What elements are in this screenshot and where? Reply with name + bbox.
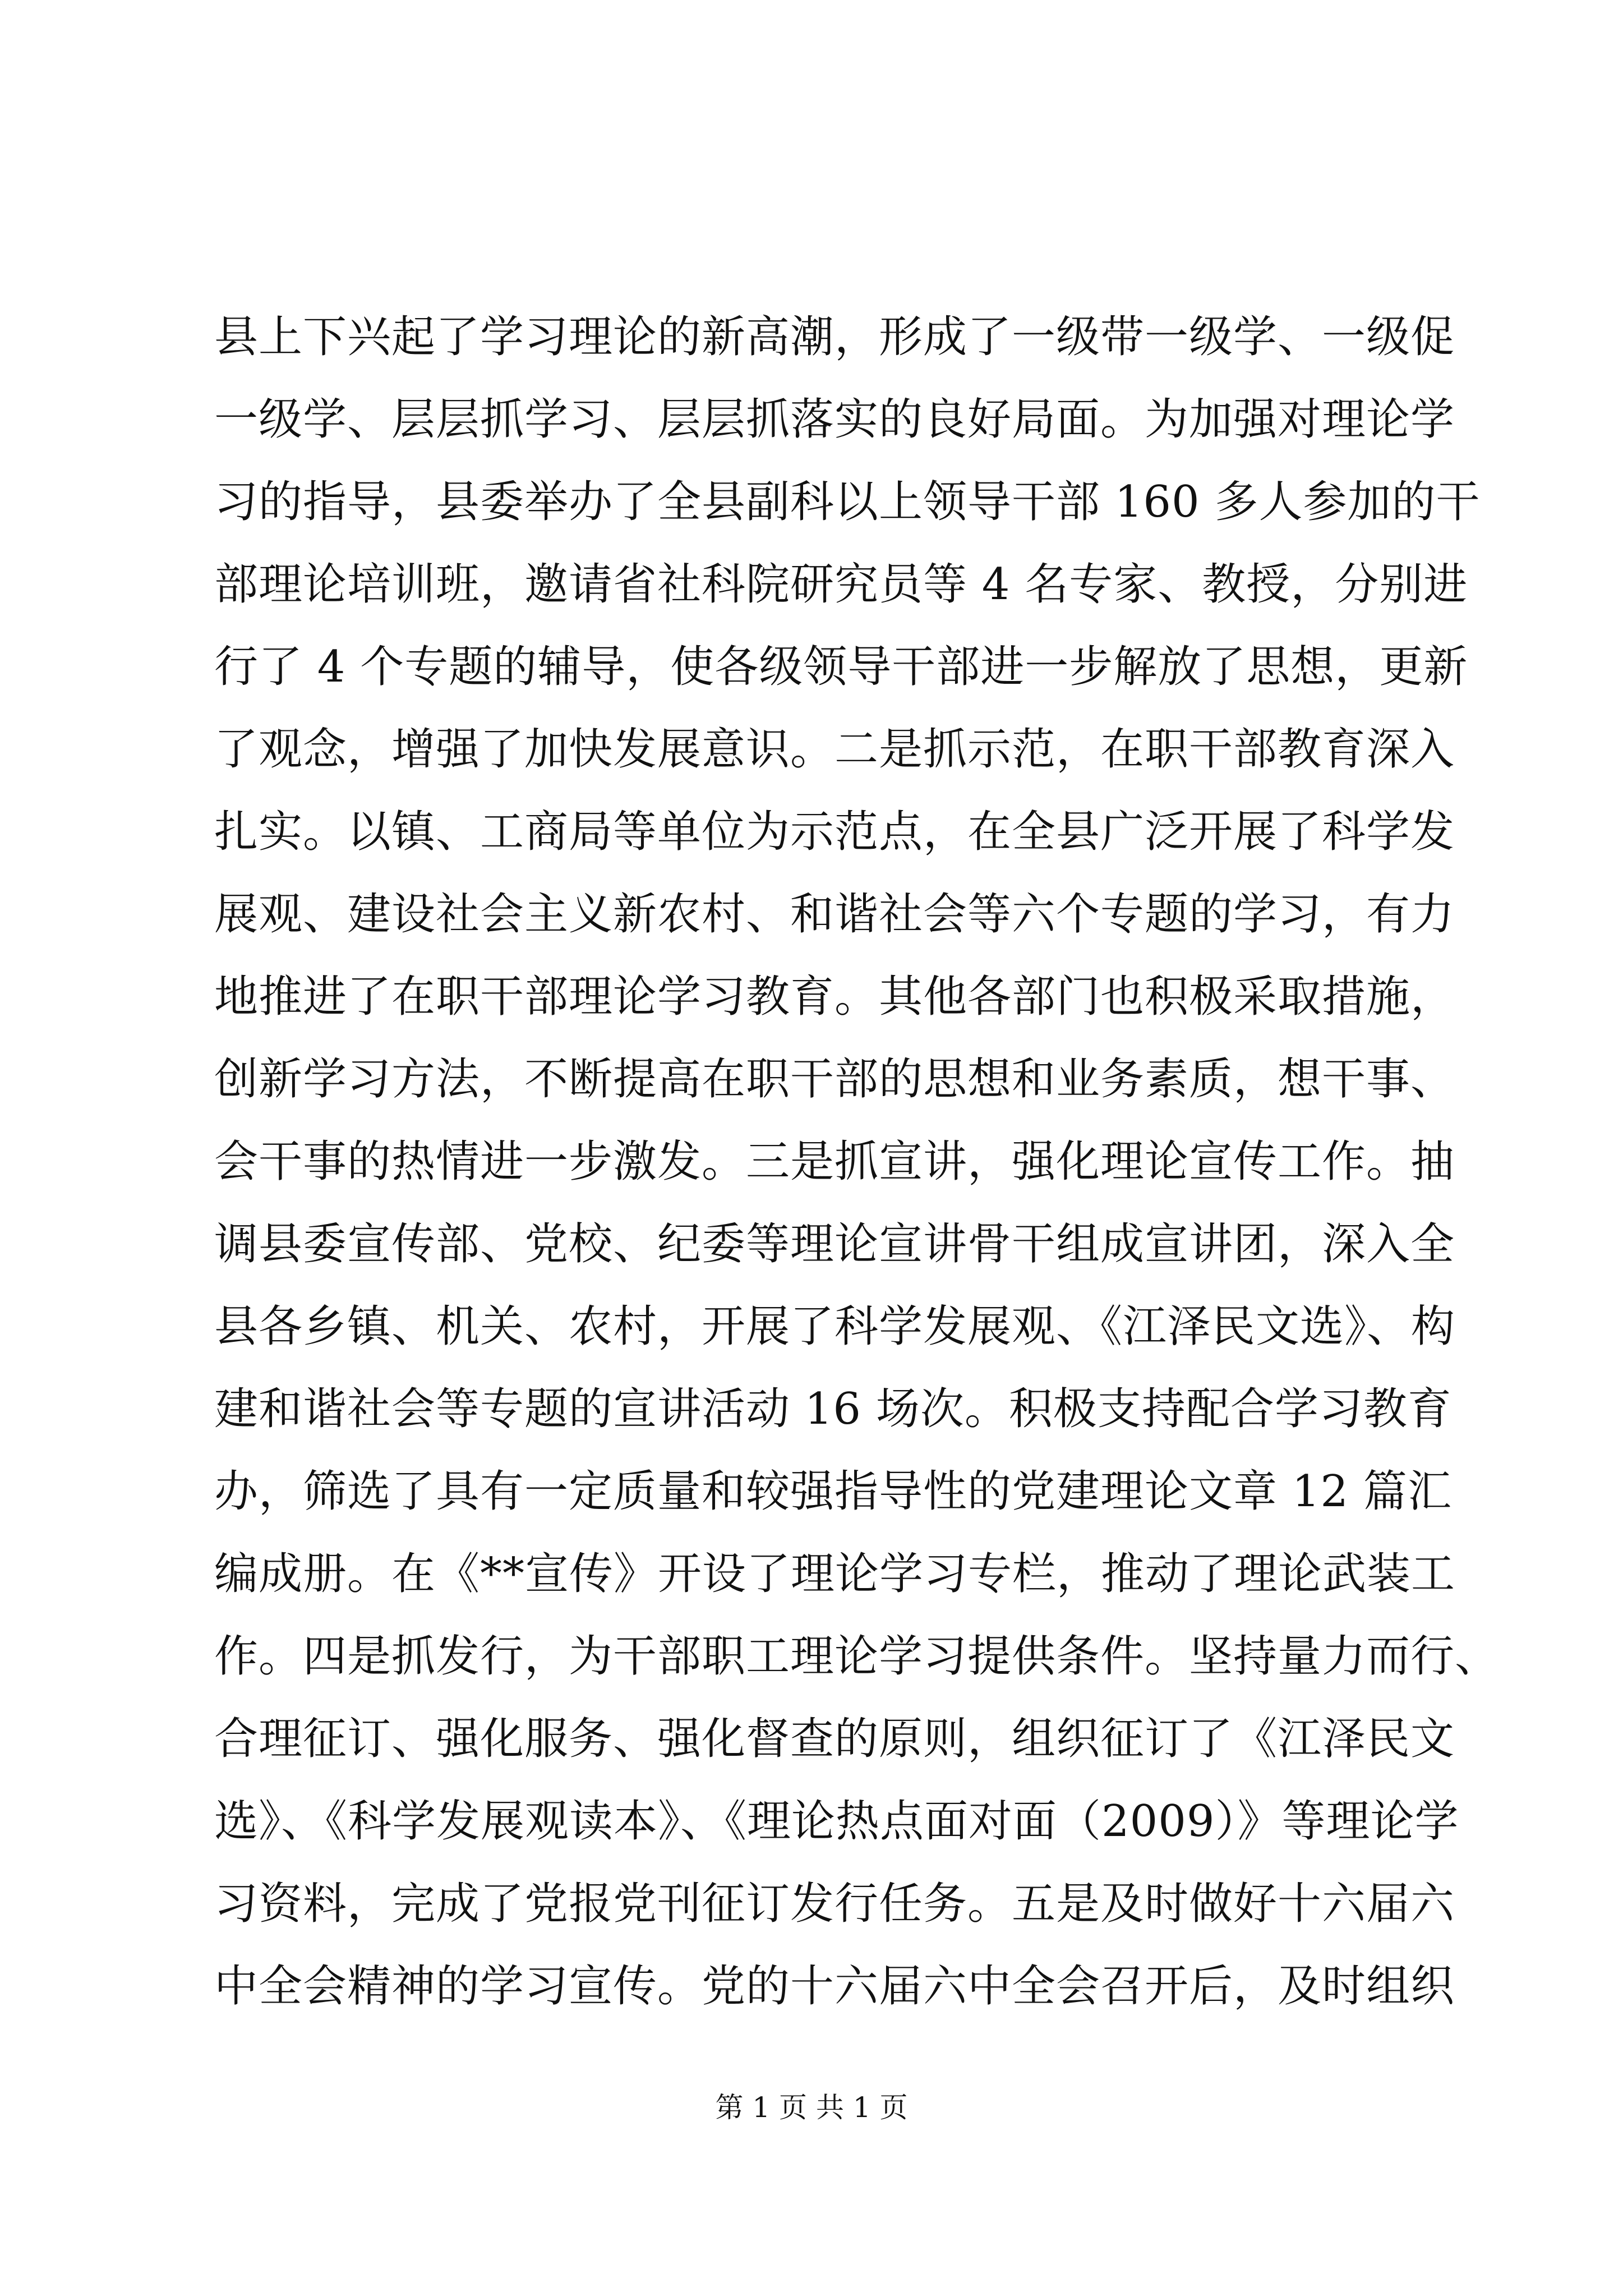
text-line: 扎实。以镇、工商局等单位为示范点，在全县广泛开展了科学发 — [214, 807, 1455, 857]
text-line: 会干事的热情进一步激发。三是抓宣讲，强化理论宣传工作。抽 — [214, 1137, 1455, 1187]
text-line: 展观、建设社会主义新农村、和谐社会等六个专题的学习，有力 — [214, 889, 1455, 940]
text-line: 一级学、层层抓学习、层层抓落实的良好局面。为加强对理论学 — [214, 394, 1455, 445]
text-line: 行了 4 个专题的辅导，使各级领导干部进一步解放了思想，更新 — [214, 642, 1468, 692]
text-line: 选》、《科学发展观读本》、《理论热点面对面（2009）》等理论学 — [214, 1796, 1459, 1847]
text-line: 合理征订、强化服务、强化督查的原则，组织征订了《江泽民文 — [214, 1714, 1455, 1764]
text-line: 建和谐社会等专题的宣讲活动 16 场次。积极支持配合学习教育 — [214, 1384, 1452, 1434]
text-line: 县上下兴起了学习理论的新高潮，形成了一级带一级学、一级促 — [214, 312, 1455, 362]
text-line: 县各乡镇、机关、农村，开展了科学发展观、《江泽民文选》、构 — [214, 1301, 1456, 1352]
page-footer: 第 1 页 共 1 页 — [715, 2091, 908, 2124]
text-line: 编成册。在《**宣传》开设了理论学习专栏，推动了理论武装工 — [214, 1549, 1456, 1599]
text-line: 了观念，增强了加快发展意识。二是抓示范，在职干部教育深入 — [214, 724, 1455, 775]
text-line: 中全会精神的学习宣传。党的十六届六中全会召开后，及时组织 — [214, 1961, 1455, 2012]
text-line: 办，筛选了具有一定质量和较强指导性的党建理论文章 12 篇汇 — [214, 1466, 1452, 1517]
text-line: 作。四是抓发行，为干部职工理论学习提供条件。坚持量力而行、 — [214, 1631, 1500, 1682]
text-line: 地推进了在职干部理论学习教育。其他各部门也积极采取措施， — [214, 972, 1455, 1022]
text-line: 习资料，完成了党报党刊征订发行任务。五是及时做好十六届六 — [214, 1879, 1455, 1929]
body-paragraph — [214, 296, 1500, 2028]
text-line: 部理论培训班，邀请省社科院研究员等 4 名专家、教授，分别进 — [214, 559, 1468, 610]
text-line: 习的指导，县委举办了全县副科以上领导干部 160 多人参加的干 — [214, 477, 1481, 527]
text-line: 调县委宣传部、党校、纪委等理论宣讲骨干组成宣讲团，深入全 — [214, 1219, 1455, 1269]
text-line: 创新学习方法，不断提高在职干部的思想和业务素质，想干事、 — [214, 1054, 1455, 1105]
